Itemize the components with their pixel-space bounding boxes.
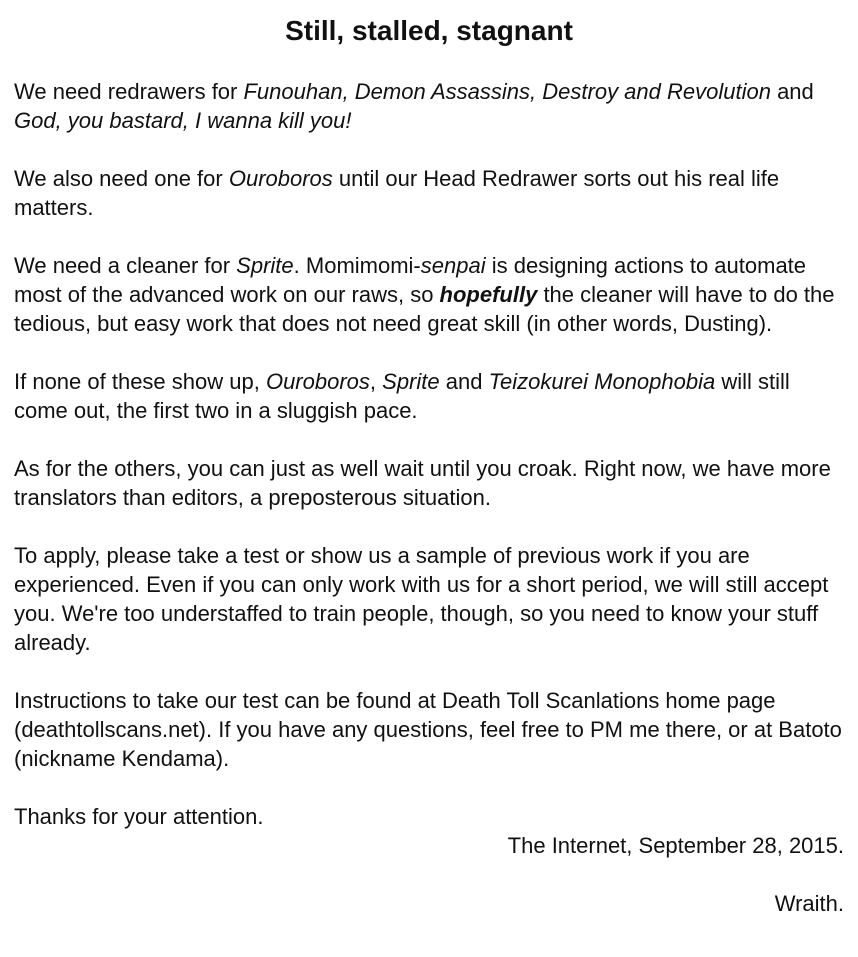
para-redrawers-needed <box>14 77 844 135</box>
italic-text: Ouroboros <box>228 166 333 191</box>
text-run: and <box>439 369 489 394</box>
italic-text: Teizokurei Monophobia <box>488 369 716 394</box>
italic-text: senpai <box>420 253 486 278</box>
line-dateline <box>14 831 844 860</box>
para-thanks <box>14 802 844 831</box>
text-run: Wraith. <box>774 891 844 916</box>
document-body <box>14 77 844 918</box>
para-test-instructions <box>14 686 844 773</box>
text-run: The Internet, September 28, 2015. <box>507 833 844 858</box>
para-how-to-apply <box>14 541 844 657</box>
text-run: We need a cleaner for <box>14 253 237 278</box>
text-run: We also need one for <box>14 166 229 191</box>
para-translators-vs-editors <box>14 454 844 512</box>
italic-text: God, you bastard, I wanna kill you! <box>14 108 352 133</box>
text-run: We need redrawers for <box>14 79 244 104</box>
para-fallback-releases <box>14 367 844 425</box>
italic-text: Ouroboros <box>265 369 370 394</box>
italic-text: Funouhan, Demon Assassins, Destroy and Revolution <box>243 79 771 104</box>
text-run: is designing actions to automate most of the advanced work on our raws, so <box>14 253 807 307</box>
text-run: As for the others, you can just as well wait until you croak. Right now, we have more translators than editors, a preposterous situation. <box>14 456 831 510</box>
text-run: To apply, please take a test or show us a sample of previous work if you are experienced. Even if you can only work with us for a short period, we will still accept you. We're too understaffed to train people, though, so you need to know your stuff already. <box>14 543 829 655</box>
text-run: Instructions to take our test can be found at Death Toll Scanlations home page (deathtollscans.net). If you have any questions, feel free to PM me there, or at Batoto (nickname Kendama). <box>14 688 842 771</box>
italic-text: Sprite <box>382 369 440 394</box>
text-run: until our Head Redrawer sorts out his real life matters. <box>14 166 780 220</box>
italic-text: Sprite <box>236 253 294 278</box>
text-run: , <box>369 369 383 394</box>
para-ouroboros-redrawer <box>14 164 844 222</box>
text-run: If none of these show up, <box>14 369 266 394</box>
bold-italic-text: hopefully <box>439 282 538 307</box>
text-run: and <box>770 79 814 104</box>
line-signature <box>14 889 844 918</box>
para-sprite-cleaner <box>14 251 844 338</box>
text-run: the cleaner will have to do the tedious, but easy work that does not need great skill (in other words, Dusting). <box>14 282 835 336</box>
text-run: will still come out, the first two in a sluggish pace. <box>14 369 790 423</box>
text-run: . Momimomi- <box>293 253 421 278</box>
page-title: Still, stalled, stagnant <box>285 15 573 46</box>
text-run: Thanks for your attention. <box>14 804 264 829</box>
